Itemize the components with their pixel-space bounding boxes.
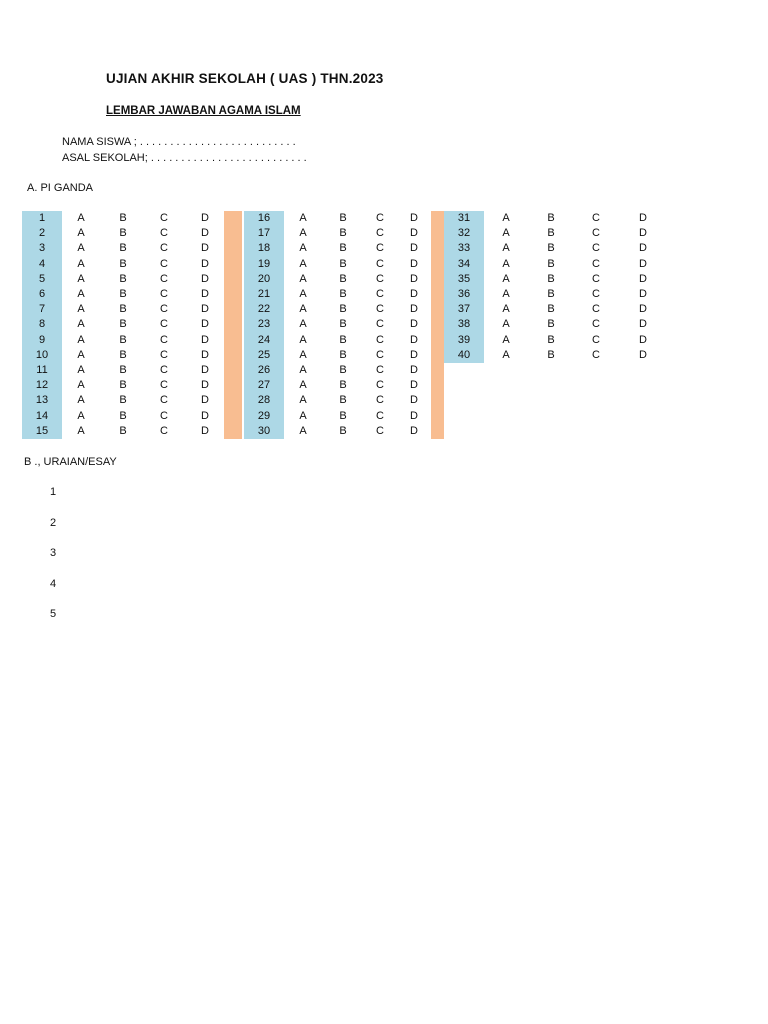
question-number: 37	[457, 303, 471, 316]
question-number: 40	[457, 348, 471, 361]
question-number: 29	[257, 409, 271, 422]
answer-option-a[interactable]: A	[299, 272, 307, 285]
question-number: 32	[457, 227, 471, 240]
question-number: 33	[457, 242, 471, 255]
answer-option-b[interactable]: B	[339, 227, 347, 240]
answer-option-a[interactable]: A	[502, 212, 510, 224]
answer-option-c[interactable]: C	[376, 379, 384, 392]
answer-option-a[interactable]: A	[77, 288, 85, 300]
answer-option-d[interactable]: D	[201, 364, 209, 376]
answer-option-b[interactable]: B	[119, 348, 127, 361]
section-b-label: B ., URAIAN/ESAY	[24, 456, 117, 468]
answer-option-a[interactable]: A	[77, 212, 85, 224]
answer-option-a[interactable]: A	[502, 257, 510, 270]
column-separator	[431, 211, 444, 439]
school-origin-field: ASAL SEKOLAH; . . . . . . . . . . . . . . . . . . . . . . . . . .	[62, 152, 307, 164]
answer-option-c[interactable]: C	[376, 272, 384, 285]
answer-option-b[interactable]: B	[339, 379, 347, 392]
answer-option-d[interactable]: D	[201, 333, 209, 346]
question-number: 17	[257, 227, 271, 240]
essay-item-number: 1	[50, 486, 57, 498]
answer-option-a[interactable]: A	[502, 348, 510, 361]
answer-option-b[interactable]: B	[119, 409, 127, 422]
answer-option-d[interactable]: D	[410, 227, 418, 240]
answer-option-a[interactable]: A	[502, 288, 510, 300]
answer-option-a[interactable]: A	[299, 348, 307, 361]
answer-option-c[interactable]: C	[376, 257, 384, 270]
answer-option-d[interactable]: D	[201, 227, 209, 240]
answer-option-c[interactable]: C	[160, 409, 168, 422]
question-number: 2	[38, 227, 46, 240]
question-number: 34	[457, 257, 471, 270]
answer-option-a[interactable]: A	[77, 257, 85, 270]
answer-option-b[interactable]: B	[119, 364, 127, 376]
answer-option-a[interactable]: A	[77, 409, 85, 422]
answer-option-d[interactable]: D	[639, 318, 647, 331]
question-number: 27	[257, 379, 271, 392]
answer-option-c[interactable]: C	[376, 348, 384, 361]
answer-option-a[interactable]: A	[299, 303, 307, 316]
answer-option-c[interactable]: C	[376, 303, 384, 316]
answer-option-a[interactable]: A	[299, 409, 307, 422]
answer-option-d[interactable]: D	[410, 272, 418, 285]
answer-option-a[interactable]: A	[77, 364, 85, 376]
answer-option-c[interactable]: C	[160, 318, 168, 331]
page-title: UJIAN AKHIR SEKOLAH ( UAS ) THN.2023	[106, 71, 384, 86]
answer-option-b[interactable]: B	[339, 288, 347, 300]
answer-option-b[interactable]: B	[547, 303, 555, 316]
answer-option-c[interactable]: C	[592, 303, 600, 316]
answer-option-a[interactable]: A	[77, 379, 85, 392]
answer-option-c[interactable]: C	[160, 303, 168, 316]
answer-option-a[interactable]: A	[299, 364, 307, 376]
answer-option-c[interactable]: C	[160, 333, 168, 346]
question-number: 38	[457, 318, 471, 331]
answer-option-c[interactable]: C	[592, 242, 600, 255]
question-number: 19	[257, 257, 271, 270]
question-number: 11	[36, 364, 48, 376]
answer-option-b[interactable]: B	[547, 257, 555, 270]
answer-option-b[interactable]: B	[119, 272, 127, 285]
answer-option-d[interactable]: D	[201, 409, 209, 422]
answer-option-b[interactable]: B	[547, 272, 555, 285]
answer-option-b[interactable]: B	[547, 348, 555, 361]
question-number: 15	[35, 424, 49, 437]
answer-option-b[interactable]: B	[339, 364, 347, 376]
question-number: 14	[35, 409, 49, 422]
answer-option-b[interactable]: B	[339, 409, 347, 422]
question-number: 13	[35, 394, 49, 407]
answer-option-c[interactable]: C	[376, 333, 384, 346]
answer-option-c[interactable]: C	[376, 227, 384, 240]
answer-option-b[interactable]: B	[119, 318, 127, 331]
answer-option-b[interactable]: B	[119, 212, 127, 224]
answer-option-c[interactable]: C	[160, 394, 168, 407]
answer-option-a[interactable]: A	[502, 272, 510, 285]
answer-option-d[interactable]: D	[410, 257, 418, 270]
question-number: 20	[257, 272, 271, 285]
answer-option-a[interactable]: A	[77, 348, 85, 361]
answer-option-c[interactable]: C	[592, 212, 600, 224]
answer-option-a[interactable]: A	[299, 212, 307, 224]
answer-option-d[interactable]: D	[201, 348, 209, 361]
answer-option-a[interactable]: A	[299, 242, 307, 255]
answer-option-d[interactable]: D	[201, 394, 209, 407]
answer-option-d[interactable]: D	[639, 348, 647, 361]
answer-option-b[interactable]: B	[119, 333, 127, 346]
answer-option-a[interactable]: A	[299, 288, 307, 300]
answer-option-d[interactable]: D	[201, 242, 209, 255]
answer-option-b[interactable]: B	[547, 242, 555, 255]
answer-option-c[interactable]: C	[592, 272, 600, 285]
answer-option-b[interactable]: B	[339, 333, 347, 346]
answer-option-c[interactable]: C	[160, 364, 168, 376]
answer-option-d[interactable]: D	[201, 257, 209, 270]
question-number: 10	[35, 348, 49, 361]
answer-option-b[interactable]: B	[547, 288, 555, 300]
answer-option-b[interactable]: B	[119, 379, 127, 392]
answer-option-d[interactable]: D	[410, 364, 418, 376]
answer-option-a[interactable]: A	[299, 227, 307, 240]
question-number: 12	[35, 379, 49, 392]
essay-item-number: 4	[50, 577, 57, 590]
answer-option-a[interactable]: A	[299, 424, 307, 437]
answer-option-b[interactable]: B	[339, 303, 347, 316]
answer-option-d[interactable]: D	[201, 379, 209, 392]
answer-option-a[interactable]: A	[77, 272, 85, 285]
answer-option-d[interactable]: D	[410, 424, 418, 437]
answer-option-b[interactable]: B	[119, 227, 127, 240]
question-number: 3	[38, 242, 46, 255]
column-separator	[224, 211, 242, 439]
answer-option-d[interactable]: D	[201, 288, 209, 300]
answer-option-b[interactable]: B	[547, 227, 555, 240]
answer-option-d[interactable]: D	[410, 333, 418, 346]
question-number: 26	[257, 364, 271, 376]
question-number: 25	[257, 348, 271, 361]
answer-option-d[interactable]: D	[410, 303, 418, 316]
answer-option-c[interactable]: C	[160, 227, 168, 240]
answer-option-b[interactable]: B	[339, 318, 347, 331]
answer-option-b[interactable]: B	[339, 348, 347, 361]
page-subtitle: LEMBAR JAWABAN AGAMA ISLAM	[106, 105, 301, 117]
answer-option-d[interactable]: D	[639, 288, 647, 300]
answer-option-a[interactable]: A	[77, 333, 85, 346]
question-number: 1	[38, 212, 46, 224]
answer-option-c[interactable]: C	[376, 288, 384, 300]
answer-option-d[interactable]: D	[639, 212, 647, 224]
question-number: 16	[257, 212, 271, 224]
answer-option-a[interactable]: A	[77, 394, 85, 407]
answer-option-d[interactable]: D	[410, 409, 418, 422]
answer-option-a[interactable]: A	[77, 424, 85, 437]
answer-option-a[interactable]: A	[77, 303, 85, 316]
answer-option-c[interactable]: C	[376, 242, 384, 255]
answer-option-a[interactable]: A	[502, 242, 510, 255]
answer-option-a[interactable]: A	[502, 227, 510, 240]
answer-option-d[interactable]: D	[201, 424, 209, 437]
answer-option-d[interactable]: D	[639, 227, 647, 240]
question-number: 18	[257, 242, 271, 255]
answer-option-d[interactable]: D	[410, 348, 418, 361]
answer-option-d[interactable]: D	[201, 272, 209, 285]
answer-option-b[interactable]: B	[119, 242, 127, 255]
section-a-label: A. PI GANDA	[27, 182, 94, 194]
answer-option-b[interactable]: B	[547, 318, 555, 331]
essay-item-number: 5	[50, 608, 57, 620]
student-name-field: NAMA SISWA ; . . . . . . . . . . . . . . . . . . . . . . . . . .	[62, 136, 296, 148]
answer-option-c[interactable]: C	[376, 394, 384, 407]
answer-option-b[interactable]: B	[339, 257, 347, 270]
answer-option-c[interactable]: C	[376, 409, 384, 422]
answer-option-c[interactable]: C	[160, 379, 168, 392]
answer-option-a[interactable]: A	[502, 318, 510, 331]
answer-option-d[interactable]: D	[410, 379, 418, 392]
answer-option-a[interactable]: A	[502, 303, 510, 316]
question-number: 36	[457, 288, 471, 300]
answer-option-d[interactable]: D	[410, 288, 418, 300]
answer-option-a[interactable]: A	[299, 257, 307, 270]
answer-option-d[interactable]: D	[639, 257, 647, 270]
question-number: 6	[38, 288, 46, 300]
answer-option-b[interactable]: B	[119, 257, 127, 270]
question-number: 5	[38, 272, 46, 285]
answer-option-a[interactable]: A	[299, 394, 307, 407]
answer-option-b[interactable]: B	[119, 424, 127, 437]
answer-option-c[interactable]: C	[160, 272, 168, 285]
question-number: 4	[38, 257, 46, 270]
answer-option-a[interactable]: A	[77, 318, 85, 331]
answer-option-c[interactable]: C	[160, 212, 168, 224]
answer-option-c[interactable]: C	[592, 227, 600, 240]
answer-option-d[interactable]: D	[201, 303, 209, 316]
question-number: 23	[257, 318, 271, 331]
answer-option-d[interactable]: D	[639, 303, 647, 316]
answer-option-c[interactable]: C	[160, 242, 168, 255]
question-number: 28	[257, 394, 271, 407]
answer-option-c[interactable]: C	[592, 257, 600, 270]
answer-option-c[interactable]: C	[160, 348, 168, 361]
answer-option-b[interactable]: B	[119, 303, 127, 316]
question-number: 7	[38, 303, 46, 316]
answer-option-b[interactable]: B	[119, 394, 127, 407]
answer-option-a[interactable]: A	[77, 227, 85, 240]
question-number: 24	[257, 333, 271, 346]
answer-option-d[interactable]: D	[410, 212, 418, 224]
answer-option-d[interactable]: D	[410, 242, 418, 255]
answer-option-a[interactable]: A	[77, 242, 85, 255]
answer-option-d[interactable]: D	[639, 333, 647, 346]
answer-option-c[interactable]: C	[160, 424, 168, 437]
answer-option-a[interactable]: A	[299, 379, 307, 392]
answer-option-c[interactable]: C	[592, 348, 600, 361]
answer-option-c[interactable]: C	[592, 333, 600, 346]
answer-option-b[interactable]: B	[547, 333, 555, 346]
answer-option-c[interactable]: C	[376, 364, 384, 376]
question-number: 30	[257, 424, 271, 437]
answer-option-d[interactable]: D	[201, 318, 209, 331]
answer-option-c[interactable]: C	[376, 318, 384, 331]
answer-option-b[interactable]: B	[547, 212, 555, 224]
answer-option-c[interactable]: C	[160, 288, 168, 300]
question-number: 31	[457, 212, 471, 224]
answer-option-c[interactable]: C	[376, 424, 384, 437]
answer-option-a[interactable]: A	[299, 333, 307, 346]
question-number: 35	[457, 272, 471, 285]
answer-option-d[interactable]: D	[410, 318, 418, 331]
question-number: 39	[457, 333, 471, 346]
question-number: 9	[38, 333, 46, 346]
answer-option-b[interactable]: B	[339, 424, 347, 437]
answer-option-d[interactable]: D	[639, 272, 647, 285]
answer-option-b[interactable]: B	[339, 242, 347, 255]
answer-option-d[interactable]: D	[201, 212, 209, 224]
question-number: 22	[257, 303, 271, 316]
question-number: 8	[38, 318, 46, 331]
essay-item-number: 2	[50, 516, 57, 529]
answer-option-b[interactable]: B	[339, 212, 347, 224]
answer-option-c[interactable]: C	[160, 257, 168, 270]
answer-option-a[interactable]: A	[299, 318, 307, 331]
answer-option-b[interactable]: B	[119, 288, 127, 300]
question-number: 21	[257, 288, 271, 300]
answer-option-c[interactable]: C	[592, 318, 600, 331]
answer-option-c[interactable]: C	[376, 212, 384, 224]
answer-option-c[interactable]: C	[592, 288, 600, 300]
answer-option-d[interactable]: D	[639, 242, 647, 255]
answer-option-a[interactable]: A	[502, 333, 510, 346]
essay-item-number: 3	[50, 547, 57, 559]
answer-option-d[interactable]: D	[410, 394, 418, 407]
answer-option-b[interactable]: B	[339, 394, 347, 407]
answer-option-b[interactable]: B	[339, 272, 347, 285]
